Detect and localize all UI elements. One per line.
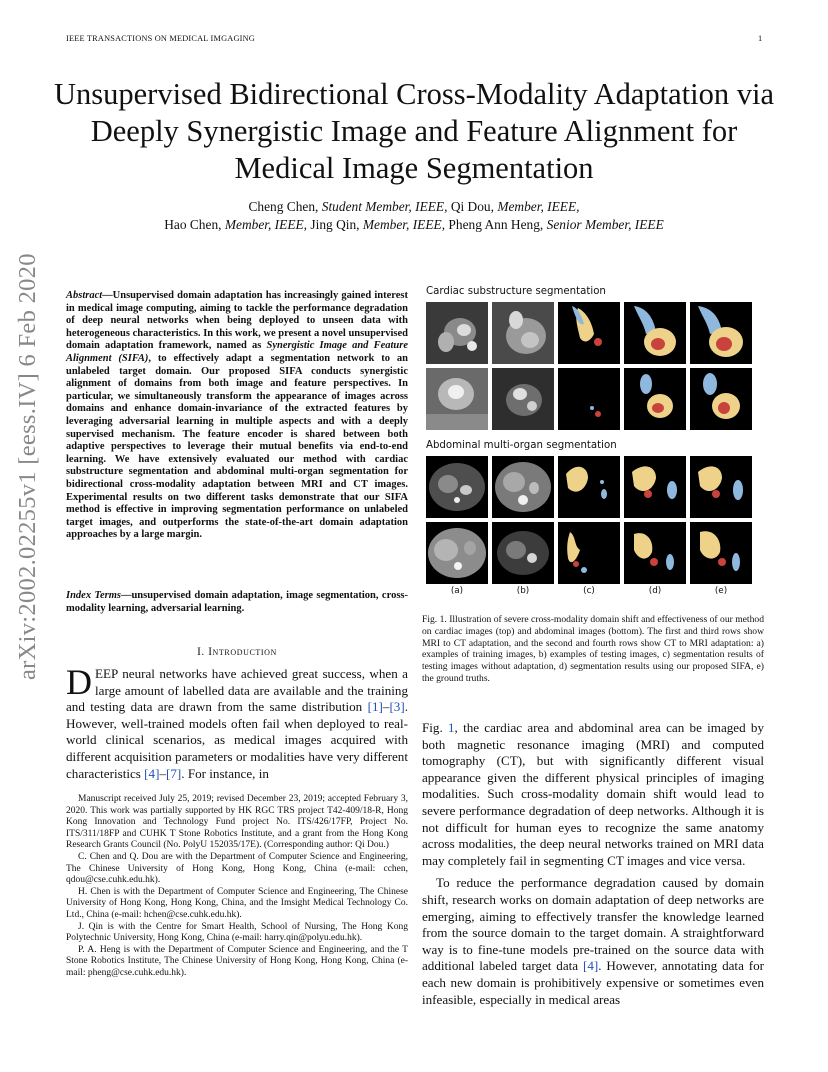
footnote-affiliation: C. Chen and Q. Dou are with the Department of Computer Science and Engineering, The Chinese University of Hong Kong, Hong Kong, China (e-mail: cchen, qdou@cse.cuhk.edu.hk). [66,851,408,886]
author-name: Jing Qin, [310,217,360,232]
arxiv-stamp [12,253,52,680]
abdominal-sifa-result [624,522,686,584]
abstract-text-2: , to effectively adapt a segmentation network to an unlabeled target domain. Our proposed SIFA conducts synergistic alignment of domains from both image and feature perspectives. In particular, we simultaneously transform the appearance of images across domains and enhance domain-invariance of the extracted features by leveraging adversarial learning in multiple aspects and with a deeply supervised mechanism. The feature encoder is shared between both adaptive perspectives to leverage their mutual benefits via end-to-end learning. We have extensively evaluated our method with cardiac substructure segmentation and abdominal multi-organ segmentation for bidirectional cross-modality adaptation between MRI and CT images. Experimental results on two different tasks demonstrate that our SIFA method is effective in improving segmentation performance on unlabeled target images, and outperforms the state-of-the-art domain adaptation approaches by a large margin. [66,352,408,541]
author-line-1 [40,198,788,216]
citation-link[interactable]: [1] [367,699,383,715]
method-name: Synergistic Image and Feature Alignment (SIFA) [66,340,408,364]
intro-text: . However, well-trained models often fail when deployed to real-world clinical scenarios, as medical images acquired with different acquisition parameters or modalities have very different characteristics [66,699,408,781]
cardiac-no-adaptation-result [558,302,620,364]
column-label-b: (b) [516,586,530,596]
intro-text: EEP neural networks have achieved great success, when a large amount of labelled data are available and the training and testing data are drawn from the same distribution [66,666,408,715]
section-heading [66,646,408,658]
abdominal-no-adaptation-result [558,522,620,584]
body-text: To reduce the performance degradation caused by domain shift, research works on domain adaptation of deep networks are emerging, aiming to effectively transfer the knowledge learned from the source domain to the target domain. A straightforward way is to fine-tune models pre-trained on the source data with additional labeled target data [422,875,764,974]
abdominal-ct-training-image [426,522,488,584]
cardiac-mri-testing-image [492,368,554,430]
citation-link[interactable]: [4] [582,958,599,974]
cardiac-sifa-result [624,368,686,430]
abstract-text-1: —Unsupervised domain adaptation has increasingly gained interest in medical image computing, aiming to tackle the performance degradation of deep neural networks when being deployed to unseen data with heterogeneous characteristics. In this work, we present a novel unsupervised domain adaptation framework, named as [66,290,408,352]
figure-caption: Fig. 1. Illustration of severe cross-modality domain shift and effectiveness of our method on cardiac images (top) and abdominal images (bottom). The first and third rows show MRI to CT adaptation, and the second and fourth rows show CT to MRI adaptation: a) examples of training images, b) examples of testing images, c) segmentation results of testing images without adaptation, d) segmentation results using our proposed SIFA, e) the ground truths. [422,614,764,684]
abdominal-ground-truth [690,522,752,584]
abdominal-row-label: Abdominal multi-organ segmentation [426,440,617,451]
paper-title: Unsupervised Bidirectional Cross-Modality Adaptation via Deeply Synergistic Image and Feature Alignment for Medical Image Segmentation [53,77,775,185]
index-terms-label: Index Terms [66,590,121,601]
author-membership: Student Member, IEEE, [321,199,448,214]
footnotes [66,794,408,980]
column-label-e: (e) [714,586,728,596]
index-terms-text: —unsupervised domain adaptation, image segmentation, cross-modality learning, adversarial learning. [66,590,408,614]
column-label-c: (c) [583,586,595,596]
cardiac-ct-training-image [426,368,488,430]
intro-text: – [382,699,390,715]
cardiac-sifa-result [624,302,686,364]
citation-link[interactable]: [7] [165,765,182,781]
footnote-manuscript: Manuscript received July 25, 2019; revised December 23, 2019; accepted February 3, 2020. This work was partially supported by HK RGC TRS project T42-409/18-R, Hong Kong Innovation and Technology Fund project No. ITS/426/17FP, Project No. ITS/311/18FP and CUHK T Stone Robotics Institute, and a grant from the Hong Kong Research Grants Council (No. PolyU 152035/17E). (Corresponding author: Qi Dou.) [66,794,408,851]
cardiac-row-label: Cardiac substructure segmentation [426,286,606,297]
abdominal-no-adaptation-result [558,456,620,518]
section-title: Introduction [208,646,277,658]
drop-cap: D [66,662,92,702]
abstract [66,290,408,542]
author-membership: Member, IEEE, [497,199,580,214]
intro-paragraph [66,662,408,782]
author-list [40,198,788,234]
page-number: 1 [758,34,763,43]
abdominal-ct-testing-image [492,456,554,518]
author-membership: Senior Member, IEEE [546,217,664,232]
figure-reference-link[interactable]: 1 [448,720,455,735]
author-name: Qi Dou, [450,199,494,214]
author-name: Cheng Chen, [248,199,319,214]
footnote-affiliation: H. Chen is with the Department of Computer Science and Engineering, The Chinese University of Hong Kong, Hong Kong, China, and the Imsight Medical Technology Co. Ltd., China (e-mail: hchen@cse.cuhk.edu.hk). [66,886,408,920]
citation-link[interactable]: [4] [144,765,160,781]
cardiac-ground-truth [690,368,752,430]
intro-text: . For instance, in [181,765,269,781]
author-membership: Member, IEEE, [362,217,446,232]
abdominal-mri-testing-image [492,522,554,584]
section-numeral: I. [197,646,209,658]
figure-1 [422,284,764,600]
intro-text: – [159,765,166,781]
right-column-body [422,720,764,1008]
author-name: Hao Chen, [164,217,222,232]
body-text: , the cardiac area and abdominal area can be imaged by both magnetic resonance imaging (MRI) and computed tomography (CT), but with significantly different visual appearance given the different physical principles of imaging modalities. Such cross-modality domain shift would lead to severe performance degradation of deep networks. Although it is not difficult for human eyes to recognize the same anatomy across modalities, the deep neural networks trained on MRI data may completely fail in segmenting CT images and vice versa. [422,720,765,868]
author-membership: Member, IEEE, [224,217,308,232]
body-paragraph [422,720,764,869]
author-line-2 [40,216,788,234]
author-name: Pheng Ann Heng, [448,217,544,232]
body-text: Fig. [422,720,448,735]
cardiac-ct-testing-image [492,302,554,364]
column-label-a: (a) [450,586,464,596]
footnote-affiliation: P. A. Heng is with the Department of Computer Science and Engineering, and the T Stone Robotics Institute, The Chinese University of Hong Kong, Hong Kong, China (e-mail: pheng@cse.cuhk.edu.hk). [66,944,408,978]
citation-link[interactable]: [3] [389,699,405,715]
cardiac-no-adaptation-result [558,368,620,430]
running-header: IEEE TRANSACTIONS ON MEDICAL IMGAGING [66,34,255,43]
body-text: . However, annotating data for each new domain is prohibitively expensive or sometimes even infeasible, especially in medical areas [422,958,764,1007]
index-terms [66,590,408,615]
footnote-affiliation: J. Qin is with the Centre for Smart Health, School of Nursing, The Hong Kong Polytechnic University, Hong Kong, China (e-mail: harry.qin@polyu.edu.hk). [66,921,408,944]
arxiv-identifier: arXiv:2002.02255v1 [eess.IV] 6 Feb 2020 [14,253,41,680]
abdominal-ground-truth [690,456,752,518]
cardiac-mri-training-image [426,302,488,364]
abstract-label: Abstract [66,290,103,301]
body-paragraph [422,875,764,1008]
cardiac-ground-truth [690,302,752,364]
abdominal-mri-training-image [426,456,488,518]
abdominal-sifa-result [624,456,686,518]
column-label-d: (d) [648,586,662,596]
